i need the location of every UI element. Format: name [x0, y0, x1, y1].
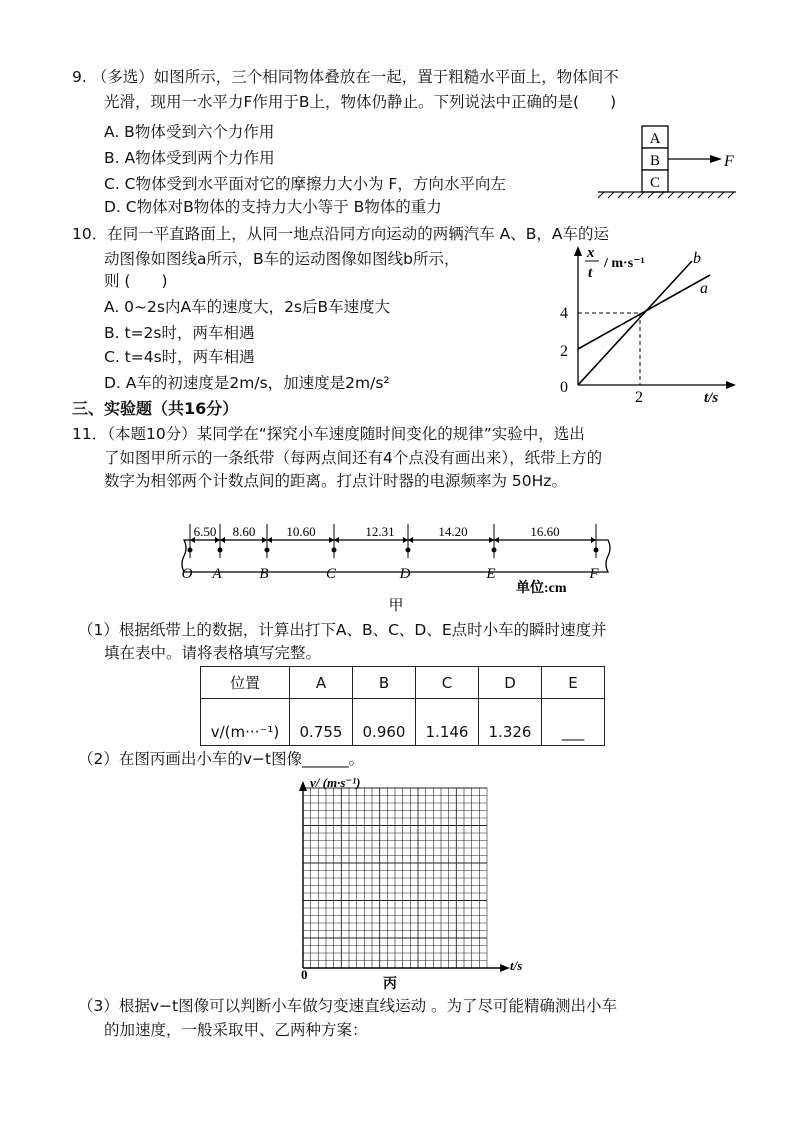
- tape-point-d: D: [399, 566, 411, 582]
- q9-option-c: C. C物体受到水平面对它的摩擦力大小为 F，方向水平向左: [104, 175, 506, 193]
- q11-part3-line1: （3）根据v−t图像可以判断小车做匀变速直线运动 。为了尽可能精确测出小车: [78, 997, 618, 1015]
- q9-option-a: A. B物体受到六个力作用: [104, 123, 275, 141]
- table-header-cell: C: [416, 667, 479, 699]
- tape-point-e: E: [486, 566, 496, 582]
- tape-distance-6: 16.60: [530, 524, 560, 539]
- grid-lines: [303, 788, 487, 968]
- table-header-row: [201, 667, 605, 699]
- x-tick-2: 2: [635, 389, 643, 406]
- stacked-blocks-figure: [596, 124, 741, 199]
- block-b-label: B: [649, 153, 661, 169]
- tape-unit: 单位:cm: [516, 581, 567, 596]
- tape-point-a: A: [212, 566, 222, 582]
- velocity-table: [200, 666, 605, 746]
- q10-stem-line2: 动图像如图线a所示，B车的运动图像如图线b所示，: [104, 250, 460, 268]
- table-header-cell: 位置: [201, 667, 290, 699]
- line-b: [578, 261, 692, 385]
- q9-option-b: B. A物体受到两个力作用: [104, 149, 275, 167]
- tape-distance-2: 8.60: [232, 524, 256, 539]
- y-label-denominator: t: [588, 265, 593, 281]
- table-header-cell: D: [479, 667, 542, 699]
- line-a-label: a: [700, 280, 708, 297]
- grid-origin: 0: [301, 967, 308, 982]
- table-header-cell: E: [542, 667, 605, 699]
- q10-option-c: C. t=4s时，两车相遇: [104, 348, 255, 366]
- line-a: [578, 275, 710, 349]
- y-label-unit: / m·s⁻¹: [604, 256, 645, 271]
- table-answer-blank[interactable]: ___: [542, 699, 605, 746]
- tape-caption: 甲: [388, 598, 404, 614]
- force-label: F: [724, 153, 734, 170]
- table-header-cell: B: [353, 667, 416, 699]
- tape-distance-5: 14.20: [438, 524, 468, 539]
- table-value-cell: 0.960: [353, 699, 416, 746]
- block-c-label: C: [649, 175, 661, 191]
- x-axis-arrow: [726, 381, 736, 389]
- force-arrow-head: [710, 155, 722, 163]
- y-axis-arrow: [574, 246, 582, 256]
- q10-option-b: B. t=2s时，两车相遇: [104, 324, 255, 342]
- grid-y-label: v/ (m·s⁻¹): [310, 775, 361, 790]
- table-row-label: v/(m···⁻¹): [201, 699, 290, 746]
- xt-graph: [552, 242, 742, 407]
- q9-option-d: D. C物体对B物体的支持力大小等于 B物体的重力: [104, 198, 442, 216]
- paper-tape-figure: [176, 520, 616, 615]
- y-tick-4: 4: [560, 305, 568, 322]
- q11-part1-line2: 填在表中。请将表格填写完整。: [104, 644, 322, 662]
- ground-hatching: [598, 192, 734, 198]
- table-value-row: [201, 699, 605, 746]
- q9-stem-line1: 9. （多选）如图所示，三个相同物体叠放在一起，置于粗糙水平面上，物体间不: [72, 68, 619, 86]
- vt-graph-grid[interactable]: [290, 775, 540, 1000]
- q10-stem-line3: 则 ( ): [104, 272, 168, 290]
- q10-option-a: A. 0~2s内A车的速度大，2s后B车速度大: [104, 298, 391, 316]
- origin-label: 0: [560, 379, 568, 396]
- tape-distance-3: 10.60: [286, 524, 316, 539]
- grid-x-label: t/s: [510, 958, 523, 973]
- table-value-cell: 0.755: [290, 699, 353, 746]
- section-heading: 三、实验题（共16分）: [72, 399, 239, 418]
- y-label-numerator: x: [587, 245, 595, 261]
- q11-stem-line2: 了如图甲所示的一条纸带（每两点间还有4个点没有画出来），纸带上方的: [104, 449, 603, 467]
- tape-outline: [182, 540, 610, 572]
- q11-part1-line1: （1）根据纸带上的数据，计算出打下A、B、C、D、E点时小车的瞬时速度并: [78, 621, 607, 639]
- grid-y-axis-arrow: [299, 781, 307, 791]
- y-tick-2: 2: [560, 343, 568, 360]
- tape-distance-4: 12.31: [365, 524, 395, 539]
- grid-caption: 丙: [383, 977, 397, 992]
- block-a-label: A: [649, 131, 661, 147]
- tape-point-b: B: [259, 566, 269, 582]
- q10-stem-line1: 10．在同一平直路面上，从同一地点沿同方向运动的两辆汽车 A、B，A车的运: [72, 225, 609, 243]
- q11-stem-line3: 数字为相邻两个计数点间的距离。打点计时器的电源频率为 50Hz。: [104, 472, 567, 490]
- q9-stem-line2: 光滑，现用一水平力F作用于B上，物体仍静止。下列说法中正确的是( ): [104, 93, 617, 111]
- table-value-cell: 1.326: [479, 699, 542, 746]
- tape-point-o: O: [181, 566, 193, 582]
- tape-point-f: F: [589, 566, 599, 582]
- grid-x-axis-arrow: [500, 964, 510, 972]
- q10-option-d: D. A车的初速度是2m/s，加速度是2m/s²: [104, 374, 390, 392]
- tape-distance-1: 6.50: [193, 524, 217, 539]
- q11-part2: （2）在图丙画出小车的v−t图像______。: [78, 750, 365, 768]
- tape-point-c: C: [325, 566, 337, 582]
- q11-part3-line2: 的加速度，一般采取甲、乙两种方案：: [104, 1021, 368, 1039]
- table-header-cell: A: [290, 667, 353, 699]
- q11-stem-line1: 11．（本题10分）某同学在“探究小车速度随时间变化的规律”实验中，选出: [72, 425, 585, 443]
- line-b-label: b: [693, 250, 701, 267]
- table-value-cell: 1.146: [416, 699, 479, 746]
- x-axis-label: t/s: [704, 390, 719, 406]
